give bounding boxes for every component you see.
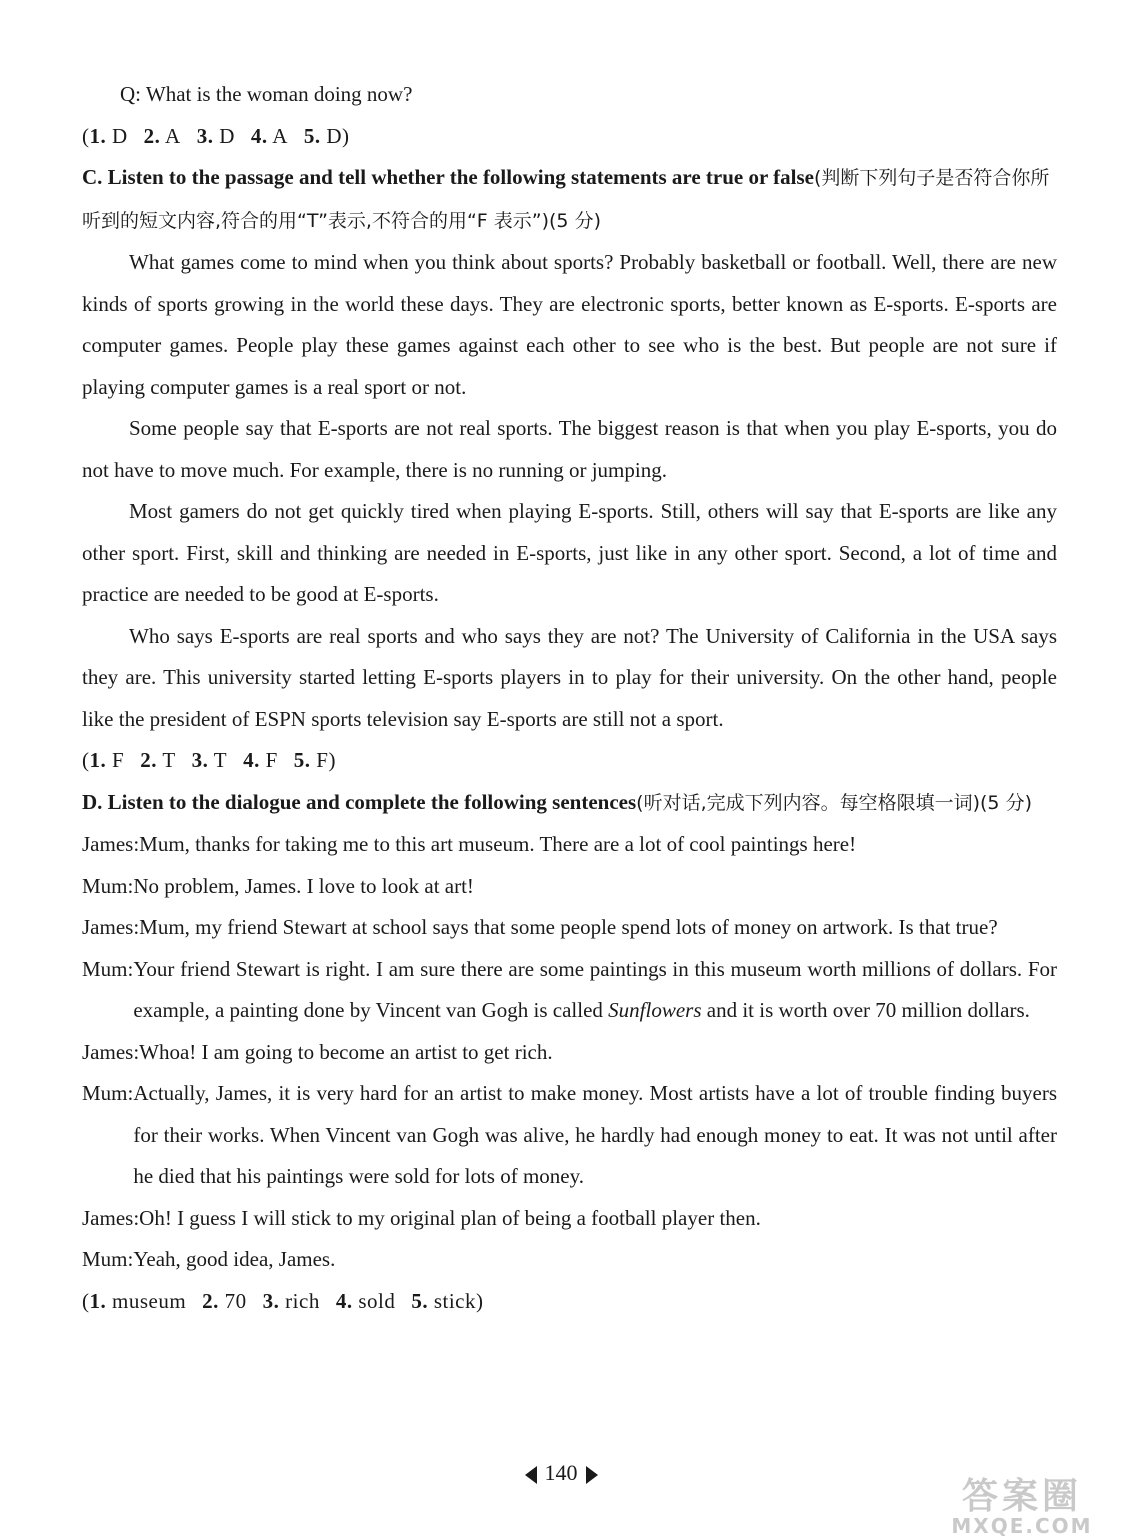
section-d-heading-en: D. Listen to the dialogue and complete the following sentences xyxy=(82,789,637,814)
section-c-heading-cn: (判断下列句子是否符合你所听到的短文内容,符合的用“T”表示,不符合的用“F 表示”)(5 分) xyxy=(82,167,1050,232)
answer-number: 4. xyxy=(335,1288,353,1313)
page-content xyxy=(82,74,1057,1322)
answer-number: 1. xyxy=(89,123,107,148)
passage-paragraph: Most gamers do not get quickly tired when playing E-sports. Still, others will say that E-sports are like any other sport. First, skill and thinking are needed in E-sports, just like in any other sport. Second, a lot of time and practice are needed to be good at E-sports. xyxy=(82,499,1057,606)
answer-value: sold xyxy=(358,1288,396,1313)
speech-text-before: Your friend Stewart is right. I am sure there are some paintings in this museum worth millions of dollars. For example, a painting done by Vincent van Gogh is called xyxy=(133,956,1057,1022)
answer-value: F xyxy=(265,748,278,772)
speech-text: Whoa! I am going to become an artist to get rich. xyxy=(139,1039,553,1064)
speech-text: Oh! I guess I will stick to my original plan of being a football player then. xyxy=(139,1205,761,1230)
answer-number: 5. xyxy=(303,123,321,148)
answer-number: 3. xyxy=(191,748,209,772)
dialogue-line xyxy=(82,907,1057,949)
answer-value: F xyxy=(112,748,125,772)
answer-value: stick xyxy=(433,1288,477,1313)
watermark-logo xyxy=(932,1476,1112,1538)
dialogue-line xyxy=(82,866,1057,908)
section-d-heading-cn: (听对话,完成下列内容。每空格限填一词)(5 分) xyxy=(636,791,1032,814)
speaker-name: Mum: xyxy=(82,1081,134,1105)
answer-number: 2. xyxy=(202,1288,219,1313)
answer-number: 2. xyxy=(143,123,161,148)
triangle-right-icon xyxy=(586,1466,598,1484)
painting-title: Sunflowers xyxy=(608,998,702,1022)
speech-text: Yeah, good idea, James. xyxy=(133,1247,336,1271)
dialogue-line xyxy=(82,949,1057,1032)
answer-key-b: (1. D 2. A 3. D 4. A 5. D) xyxy=(82,123,350,148)
passage-paragraph: Some people say that E-sports are not real sports. The biggest reason is that when you play E-sports, you do not have to move much. For example, there is no running or jumping. xyxy=(82,416,1057,482)
watermark-bottom-text: MXQE.COM xyxy=(951,1514,1093,1538)
speech-text: Mum, my friend Stewart at school says that some people spend lots of money on artwork. Is that true? xyxy=(139,915,998,939)
answer-number: 1. xyxy=(89,1288,107,1313)
answer-key-c: (1. F 2. T 3. T 4. F 5. F) xyxy=(82,748,336,772)
answer-number: 3. xyxy=(262,1288,280,1313)
dialogue-line xyxy=(82,1032,1057,1074)
answer-number: 2. xyxy=(140,748,157,772)
answer-value: museum xyxy=(112,1288,187,1313)
passage-paragraph: What games come to mind when you think about sports? Probably basketball or football. Well, there are new kinds of sports growing in the world these days. They are electronic sports, better known as E-sports. E-sports are computer games. People play these games against each other to see who is the best. But people are not sure if playing computer games is a real sport or not. xyxy=(82,250,1057,399)
speaker-name: James: xyxy=(82,1205,140,1230)
answer-value: T xyxy=(162,748,176,772)
answer-value: 70 xyxy=(224,1288,247,1313)
answer-number: 4. xyxy=(243,748,260,772)
speaker-name: Mum: xyxy=(82,873,134,898)
dialogue-line xyxy=(82,1239,1057,1281)
speaker-name: Mum: xyxy=(82,1247,134,1271)
dialogue-line xyxy=(82,1073,1057,1198)
speech-text: Mum, thanks for taking me to this art museum. There are a lot of cool paintings here! xyxy=(139,832,857,856)
speech-text: Actually, James, it is very hard for an artist to make money. Most artists have a lot of trouble finding buyers for their works. When Vincent van Gogh was alive, he hardly had enough money to eat. It was not until after he died that his paintings were sold for lots of money. xyxy=(133,1081,1057,1188)
answer-value: A xyxy=(165,123,181,148)
answer-value: F xyxy=(316,748,329,772)
speech-text xyxy=(133,949,1057,1032)
section-c-heading-en: C. Listen to the passage and tell whether the following statements are true or false xyxy=(82,165,815,189)
page-number: 140 xyxy=(544,1460,578,1485)
answer-key-d: (1. museum 2. 70 3. rich 4. sold 5. stick) xyxy=(82,1288,484,1313)
section-c-heading xyxy=(82,157,1057,242)
speech-text-after: and it is worth over 70 million dollars. xyxy=(706,998,1030,1022)
answer-value: D xyxy=(219,123,235,148)
answer-value: A xyxy=(272,123,288,148)
watermark-top-text: 答案圈 xyxy=(961,1476,1082,1517)
answer-value: T xyxy=(213,748,228,772)
speaker-name: James: xyxy=(82,1039,140,1064)
answer-number: 5. xyxy=(293,748,311,772)
speaker-name: James: xyxy=(82,915,140,939)
passage-paragraph: Who says E-sports are real sports and who says they are not? The University of California in the USA says they are. This university started letting E-sports players in to play for their university. On the other hand, people like the president of ESPN sports television say E-sports are still not a sport. xyxy=(82,623,1057,731)
dialogue-line xyxy=(82,824,1057,866)
answer-value: D xyxy=(326,123,343,148)
answer-value: rich xyxy=(285,1288,320,1313)
answer-number: 1. xyxy=(89,748,107,772)
speaker-name: Mum: xyxy=(82,956,134,981)
answer-number: 4. xyxy=(250,123,268,148)
section-d-heading xyxy=(82,782,1057,825)
answer-value: D xyxy=(112,123,128,148)
answer-number: 3. xyxy=(196,123,214,148)
answer-number: 5. xyxy=(411,1288,429,1313)
dialogue-line xyxy=(82,1198,1057,1240)
speaker-name: James: xyxy=(82,832,140,856)
question-line: Q: What is the woman doing now? xyxy=(120,82,413,106)
triangle-left-icon xyxy=(525,1466,537,1484)
speech-text: No problem, James. I love to look at art! xyxy=(133,873,474,898)
